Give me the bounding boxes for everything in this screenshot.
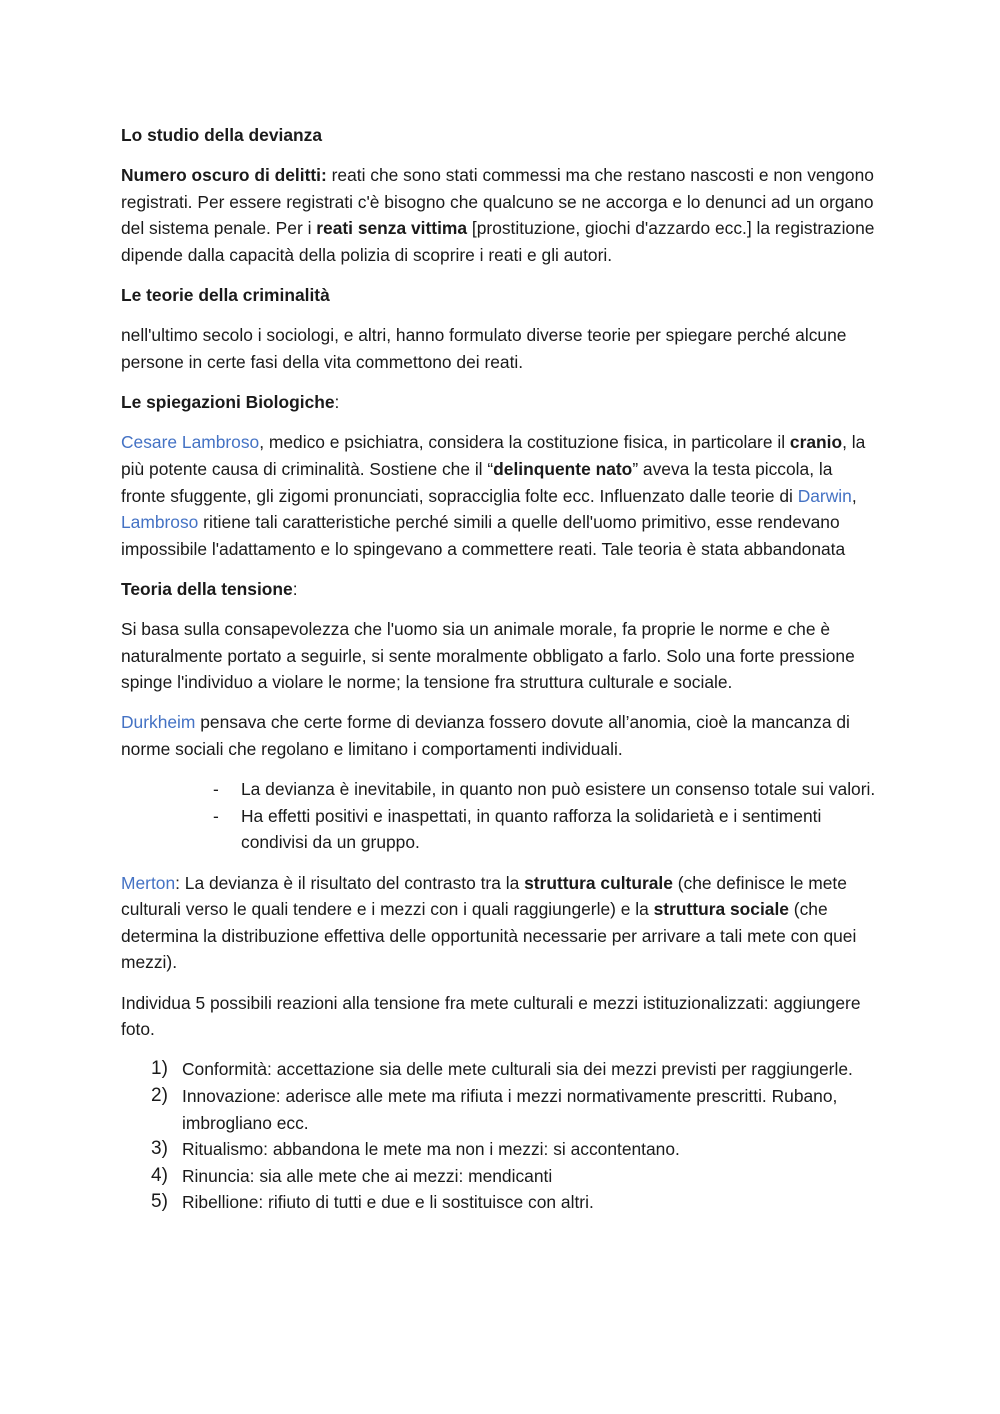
heading-study-of-deviance: Lo studio della devianza bbox=[121, 125, 322, 145]
paragraph-five-reactions: Individua 5 possibili reazioni alla tensione fra mete culturali e mezzi istituzionalizzati: aggiungere foto. bbox=[121, 992, 861, 1040]
merton-text-2: (che definisce le mete culturali verso le quali tendere e i mezzi con i quali raggiungerle) e la bbox=[121, 872, 847, 920]
lambroso-text-3: ” aveva la testa piccola, la fronte sfuggente, gli zigomi pronunciati, sopracciglia folte ecc. Influenzato dalle teorie di bbox=[121, 458, 833, 506]
list-item bbox=[151, 1136, 876, 1163]
durkheim-text: pensava che certe forme di devianza fossero dovute all’anomia, cioè la mancanza di norme sociali che regolano e limitano i comportamenti individuali. bbox=[121, 712, 850, 760]
durkheim-bullet-list bbox=[121, 776, 876, 856]
list-item bbox=[213, 776, 876, 803]
lambroso-text-1: , medico e psichiatra, considera la costituzione fisica, in particolare il bbox=[259, 432, 790, 453]
heading-strain-colon: : bbox=[292, 578, 298, 599]
list-item bbox=[151, 1083, 876, 1136]
merton-text-3: (che determina la distribuzione effettiva delle opportunità necessarie per arrivare a tali mete con quei mezzi). bbox=[121, 899, 857, 973]
reactions-numbered-list bbox=[121, 1056, 876, 1216]
heading-strain-text: Teoria della tensione bbox=[121, 578, 293, 599]
paragraph-strain-theory: Si basa sulla consapevolezza che l'uomo sia un animale morale, fa proprie le norme e che è naturalmente portato a seguirle, si sente moralmente obbligato a farlo. Solo una forte pressione spinge l'individuo a violare le norme; la tensione fra struttura culturale e sociale. bbox=[121, 619, 855, 693]
list-item-text: Conformità: accettazione sia delle mete culturali sia dei mezzi previsti per raggiungerle. bbox=[182, 1059, 853, 1080]
dash-marker: - bbox=[213, 805, 219, 826]
term-dark-number: Numero oscuro di delitti: bbox=[121, 165, 327, 186]
number-marker: 5) bbox=[151, 1191, 168, 1213]
paragraph-durkheim bbox=[121, 709, 876, 762]
heading-biological-explanations bbox=[121, 389, 876, 416]
list-item bbox=[213, 803, 876, 856]
heading-criminality-theories: Le teorie della criminalità bbox=[121, 285, 330, 306]
name-durkheim: Durkheim bbox=[121, 712, 196, 733]
heading-strain-theory bbox=[121, 576, 876, 603]
dark-number-text-a: reati che sono stati commessi ma che restano nascosti e non vengono registrati. Per essere registrati c'è bisogno che qualcuno se ne accorga e lo denunci ad un organo del sistema penale. Per i bbox=[121, 165, 874, 239]
lambroso-text-5: ritiene tali caratteristiche perché simili a quelle dell'uomo primitivo, esse rendevano impossibile l'adattamento e lo spingevano a commettere reati. Tale teoria è stata abbandonata bbox=[121, 512, 846, 559]
list-item-text: Innovazione: aderisce alle mete ma rifiuta i mezzi normativamente prescritti. Rubano, imbrogliano ecc. bbox=[182, 1085, 838, 1133]
number-marker: 4) bbox=[151, 1164, 168, 1186]
number-marker: 1) bbox=[151, 1058, 168, 1080]
lambroso-text-4: , bbox=[851, 485, 857, 506]
term-cultural-structure: struttura culturale bbox=[524, 872, 673, 893]
number-marker: 3) bbox=[151, 1138, 168, 1160]
term-social-structure: struttura sociale bbox=[653, 899, 789, 920]
list-item-text: Ritualismo: abbandona le mete ma non i mezzi: si accontentano. bbox=[182, 1139, 680, 1160]
paragraph-dark-number bbox=[121, 162, 876, 268]
name-lambroso: Lambroso bbox=[121, 512, 199, 533]
name-merton: Merton bbox=[121, 872, 176, 893]
term-cranio: cranio bbox=[789, 432, 843, 453]
name-darwin: Darwin bbox=[797, 485, 852, 506]
list-item-text: Rinuncia: sia alle mete che ai mezzi: mendicanti bbox=[182, 1165, 553, 1186]
paragraph-lambroso bbox=[121, 429, 876, 562]
term-victimless-crimes: reati senza vittima bbox=[316, 218, 468, 239]
paragraph-theories-intro: nell'ultimo secolo i sociologi, e altri, hanno formulato diverse teorie per spiegare perché alcune persone in certe fasi della vita commettono dei reati. bbox=[121, 325, 847, 372]
term-delinquente-nato: delinquente nato bbox=[493, 458, 633, 479]
list-item bbox=[151, 1189, 876, 1216]
list-item-text: Ha effetti positivi e inaspettati, in quanto rafforza la solidarietà e i sentimenti condivisi da un gruppo. bbox=[241, 805, 822, 853]
lambroso-text-2: , la più potente causa di criminalità. Sostiene che il “ bbox=[121, 432, 866, 479]
paragraph-merton bbox=[121, 870, 876, 976]
list-item-text: Ribellione: rifiuto di tutti e due e li sostituisce con altri. bbox=[182, 1192, 594, 1213]
name-cesare-lambroso: Cesare Lambroso bbox=[121, 432, 260, 453]
list-item bbox=[151, 1163, 876, 1190]
dark-number-text-b: [prostituzione, giochi d'azzardo ecc.] la registrazione dipende dalla capacità della polizia di scoprire i reati e gli autori. bbox=[121, 218, 875, 265]
dash-marker: - bbox=[213, 779, 219, 800]
heading-biological-text: Le spiegazioni Biologiche bbox=[121, 392, 335, 413]
list-item-text: La devianza è inevitabile, in quanto non può esistere un consenso totale sui valori. bbox=[241, 779, 876, 800]
number-marker: 2) bbox=[151, 1084, 168, 1106]
list-item bbox=[151, 1056, 876, 1083]
heading-biological-colon: : bbox=[334, 392, 340, 413]
merton-text-1: : La devianza è il risultato del contrasto tra la bbox=[175, 872, 525, 893]
